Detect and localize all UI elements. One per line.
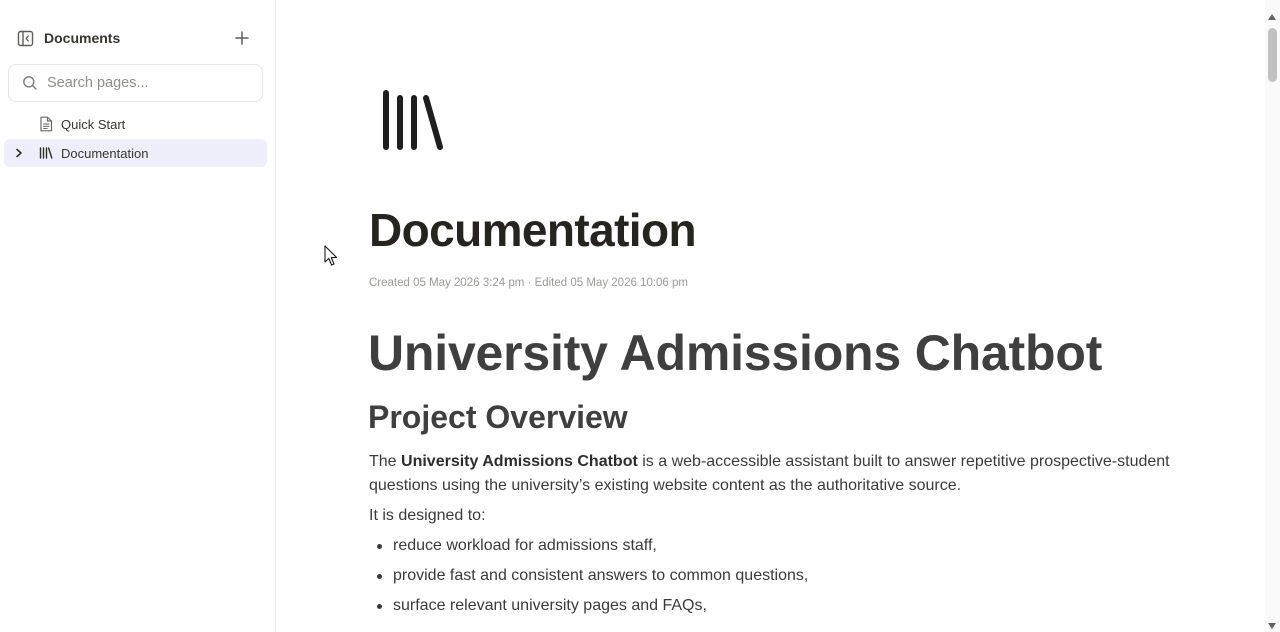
mouse-cursor-icon xyxy=(324,245,338,267)
sidebar-collapse-icon[interactable] xyxy=(16,29,34,47)
sidebar-item-label: Quick Start xyxy=(61,116,126,132)
bold-product-name: University Admissions Chatbot xyxy=(401,453,638,470)
sidebar-item-label: Documentation xyxy=(61,145,149,161)
list-item: provide fast and consistent answers to common questions, xyxy=(369,564,808,594)
list-item: reduce workload for admissions staff, xyxy=(369,534,808,564)
bullet-list xyxy=(369,534,808,624)
library-icon xyxy=(36,143,56,163)
search-box xyxy=(8,64,263,102)
search-icon xyxy=(22,75,38,91)
scroll-up-arrow-icon[interactable] xyxy=(1268,14,1276,20)
page-meta: Created 05 May 2026 3:24 pm · Edited 05 May 2026 10:06 pm xyxy=(369,277,689,289)
heading-2: Project Overview xyxy=(368,399,628,435)
scroll-down-arrow-icon[interactable] xyxy=(1268,623,1276,629)
page-title[interactable]: Documentation xyxy=(369,204,696,256)
heading-1: University Admissions Chatbot xyxy=(368,325,1103,381)
sidebar-item-quick-start[interactable] xyxy=(4,110,267,138)
search-input[interactable] xyxy=(47,75,247,91)
sidebar-header xyxy=(16,26,264,50)
page-library-icon[interactable] xyxy=(381,88,445,154)
chevron-right-icon[interactable] xyxy=(7,139,31,167)
sidebar-item-documentation[interactable] xyxy=(4,139,267,167)
sidebar xyxy=(0,0,276,632)
page-tree xyxy=(4,110,267,168)
scroll-thumb[interactable] xyxy=(1268,28,1277,82)
overview-paragraph: The University Admissions Chatbot is a web-accessible assistant built to answer repetitive prospective-student questions using the university’s existing website content as the authoritative source. xyxy=(369,453,1170,494)
designed-to-paragraph: It is designed to: xyxy=(369,507,486,524)
plus-icon xyxy=(234,30,250,46)
list-item: surface relevant university pages and FAQs, xyxy=(369,594,808,624)
vertical-scrollbar[interactable] xyxy=(1265,0,1280,632)
sidebar-title: Documents xyxy=(44,30,121,46)
file-text-icon xyxy=(36,114,56,134)
add-page-button[interactable] xyxy=(230,26,254,50)
main-content xyxy=(277,0,1265,632)
